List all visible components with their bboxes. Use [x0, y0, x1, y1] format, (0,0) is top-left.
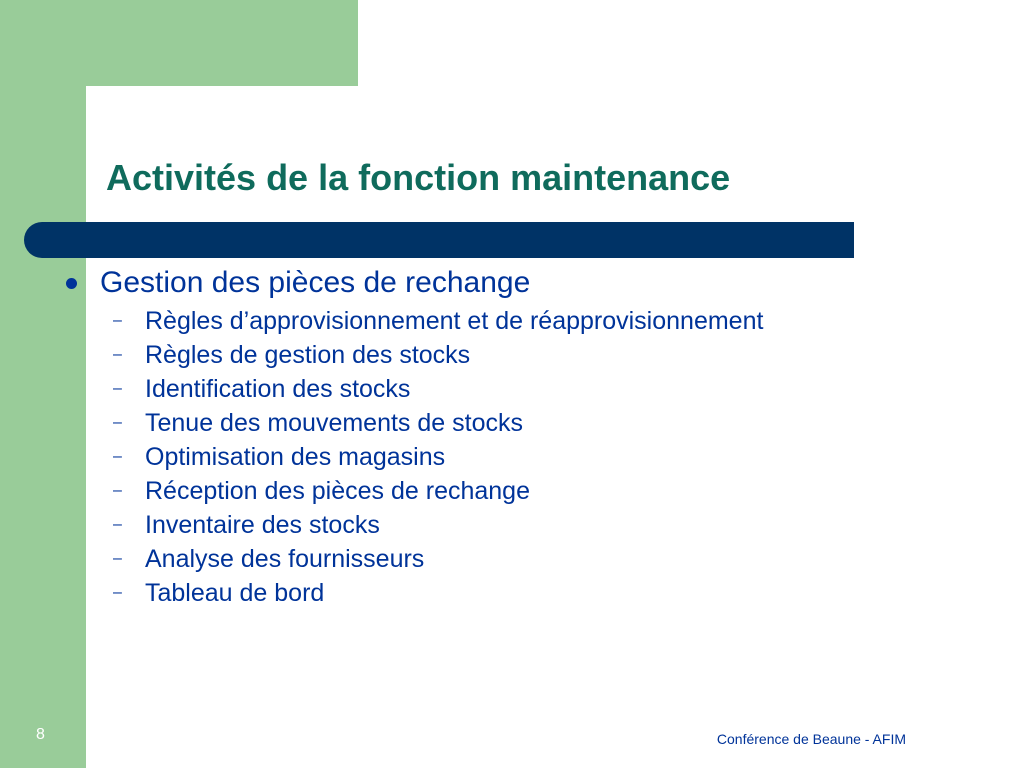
title-underline-bar	[24, 222, 854, 258]
sub-bullet-item	[113, 406, 962, 440]
sub-bullet-text: Tableau de bord	[145, 578, 325, 607]
sub-bullet-text: Inventaire des stocks	[145, 510, 380, 539]
dash-marker: –	[113, 414, 122, 431]
bullet-item	[62, 262, 962, 304]
dash-marker: –	[113, 380, 122, 397]
slide-number: 8	[36, 726, 45, 743]
sub-bullet-item	[113, 576, 962, 610]
sub-bullet-item	[113, 508, 962, 542]
dash-marker: –	[113, 584, 122, 601]
slide-content	[62, 262, 962, 610]
sub-bullet-text: Réception des pièces de rechange	[145, 476, 530, 505]
sub-bullet-text: Tenue des mouvements de stocks	[145, 408, 523, 437]
sub-bullet-item	[113, 304, 962, 338]
sub-bullet-text: Règles de gestion des stocks	[145, 340, 471, 369]
sub-bullet-item	[113, 440, 962, 474]
sub-bullet-item	[113, 542, 962, 576]
sub-bullet-text: Règles d’approvisionnement et de réapprovisionnement	[145, 306, 764, 335]
sub-bullet-item	[113, 474, 962, 508]
dash-marker: –	[113, 346, 122, 363]
sub-bullet-text: Analyse des fournisseurs	[145, 544, 425, 573]
dash-marker: –	[113, 482, 122, 499]
sub-bullet-item	[113, 338, 962, 372]
bullet-dot-icon	[66, 278, 77, 289]
footer-text: Conférence de Beaune - AFIM	[716, 731, 906, 747]
green-top-band	[0, 0, 358, 86]
sub-bullet-text: Identification des stocks	[145, 374, 411, 403]
slide-title: Activités de la fonction maintenance	[106, 157, 731, 198]
sub-bullet-item	[113, 372, 962, 406]
dash-marker: –	[113, 550, 122, 567]
sub-bullet-text: Optimisation des magasins	[145, 442, 446, 471]
dash-marker: –	[113, 448, 122, 465]
sub-bullet-list	[62, 304, 962, 610]
dash-marker: –	[113, 312, 122, 329]
bullet-text: Gestion des pièces de rechange	[100, 266, 531, 299]
dash-marker: –	[113, 516, 122, 533]
